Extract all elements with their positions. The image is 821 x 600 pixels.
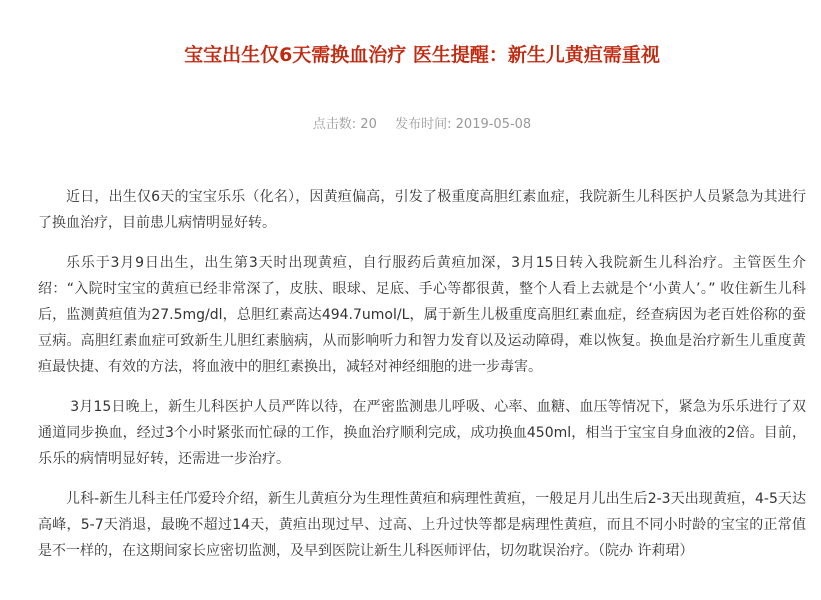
clicks-value: 20 <box>360 117 377 132</box>
paragraph-doctor-advice: 儿科-新生儿科主任邝爱玲介绍，新生儿黄疸分为生理性黄疸和病理性黄疸，一般足月儿出生后2-3天出现黄疸，4-5天达高峰，5-7天消退，最晚不超过14天，黄疸出现过早、过高、上升过快等都是病理性黄疸，而且不同小时龄的宝宝的正常值是不一样的，在这期间家长应密切监测，及早到医院让新生儿科医师评估，切勿耽误治疗。（院办 许莉珺） <box>38 491 806 559</box>
paragraph-treatment: 3月15日晚上，新生儿科医护人员严阵以待，在严密监测患儿呼吸、心率、血糖、血压等情况下，紧急为乐乐进行了双通道同步换血，经过3个小时紧张而忙碌的工作，换血治疗顺利完成，成功换血450ml，相当于宝宝自身血液的2倍。目前，乐乐的病情明显好转，还需进一步治疗。 <box>38 399 806 467</box>
article-body <box>38 184 806 578</box>
paragraph-case-history: 乐乐于3月9日出生，出生第3天时出现黄疸，自行服药后黄疸加深，3月15日转入我院新生儿科治疗。主管医生介绍：“入院时宝宝的黄疸已经非常深了，皮肤、眼球、足底、手心等都很黄，整个人看上去就是个‘小黄人’。” 收住新生儿科后，监测黄疸值为27.5mg/dl，总胆红素高达494.7umol/L，属于新生儿极重度高胆红素血症，经查病因为老百姓俗称的蚕豆病。高胆红素血症可致新生儿胆红素脑病，从而影响听力和智力发育以及运动障碍，难以恢复。换血是治疗新生儿重度黄疸最快捷、有效的方法，将血液中的胆红素换出，减轻对神经细胞的进一步毒害。 <box>38 255 806 375</box>
publish-label: 发布时间: <box>395 117 452 132</box>
paragraph-intro: 近日，出生仅6天的宝宝乐乐（化名），因黄疸偏高，引发了极重度高胆红素血症，我院新生儿科医护人员紧急为其进行了换血治疗，目前患儿病情明显好转。 <box>38 189 806 231</box>
publish-date: 2019-05-08 <box>455 117 532 132</box>
article-meta <box>38 113 806 132</box>
article-title: 宝宝出生仅6天需换血治疗 医生提醒：新生儿黄疸需重视 <box>184 44 660 66</box>
clicks-label: 点击数: <box>312 117 357 132</box>
